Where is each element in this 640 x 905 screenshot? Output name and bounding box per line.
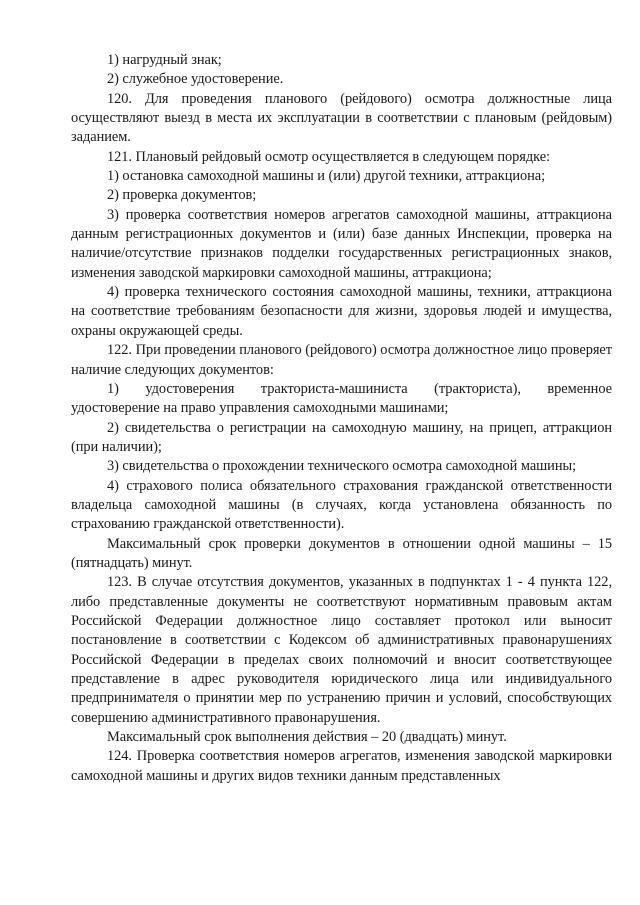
paragraph-max-action-time: Максимальный срок выполнения действия – 20 (двадцать) минут. [107, 729, 507, 746]
list-item-inspection-certificate: 3) свидетельства о прохождении технического осмотра самоходной машины; [107, 458, 577, 475]
paragraph-121: 121. Плановый рейдовый осмотр осуществляется в следующем порядке: [107, 148, 550, 165]
list-item-check-technical-state: 4) проверка технического состояния самоходной машины, техники, аттракциона на соответствие требованиям безопасности для жизни, здоровья людей и имущества, охраны окружающей среды. [71, 284, 612, 339]
paragraph-123: 123. В случае отсутствия документов, указанных в подпунктах 1 - 4 пункта 122, либо представленные документы не соответствуют нормативным правовым актам Российской Федерации должностное лицо составляет протокол или выносит постановление в соответствии с Кодексом об административных правонарушениях Российской Федерации в пределах своих полномочий и вносит соответствующее представление в адрес руководителя юридического лица или индивидуального предпринимателя о принятии мер по устранению причин и условий, способствующих совершению административного правонарушения. [71, 574, 612, 726]
list-item-stop-vehicle: 1) остановка самоходной машины и (или) другой техники, аттракциона; [107, 168, 546, 185]
paragraph-124: 124. Проверка соответствия номеров агрегатов, изменения заводской маркировки самоходной машины и других видов техники данным представленных [71, 748, 612, 784]
list-item-badge: 1) нагрудный знак; [107, 52, 222, 68]
list-item-check-numbers: 3) проверка соответствия номеров агрегатов самоходной машины, аттракциона данным регистрационных документов и (или) базе данных Инспекции, проверка на наличие/отсутствие признаков подделки государственных регистрационных знаков, изменения заводской маркировки самоходной машины, аттракциона; [71, 206, 612, 281]
list-item-registration-certificate: 2) свидетельства о регистрации на самоходную машину, на прицеп, аттракцион (при наличии); [71, 419, 612, 455]
list-item-check-documents: 2) проверка документов; [107, 187, 257, 204]
paragraph-120: 120. Для проведения планового (рейдового) осмотра должностные лица осуществляют выезд в места их эксплуатации в соответствии с плановым (рейдовым) заданием. [71, 90, 612, 146]
paragraph-max-check-time: Максимальный срок проверки документов в отношении одной машины – 15 (пятнадцать) минут. [71, 535, 612, 571]
list-item-insurance-policy: 4) страхового полиса обязательного страхования гражданской ответственности владельца самоходной машины (в случаях, когда установлена обязанность по страхованию гражданской ответственности). [71, 477, 612, 533]
document-page [71, 51, 612, 786]
paragraph-122: 122. При проведении планового (рейдового) осмотра должностное лицо проверяет наличие следующих документов: [71, 342, 612, 378]
list-item-driver-license: 1) удостоверения тракториста-машиниста (тракториста), временное удостоверение на право управления самоходными машинами; [71, 380, 612, 417]
list-item-service-id: 2) служебное удостоверение. [107, 71, 284, 88]
